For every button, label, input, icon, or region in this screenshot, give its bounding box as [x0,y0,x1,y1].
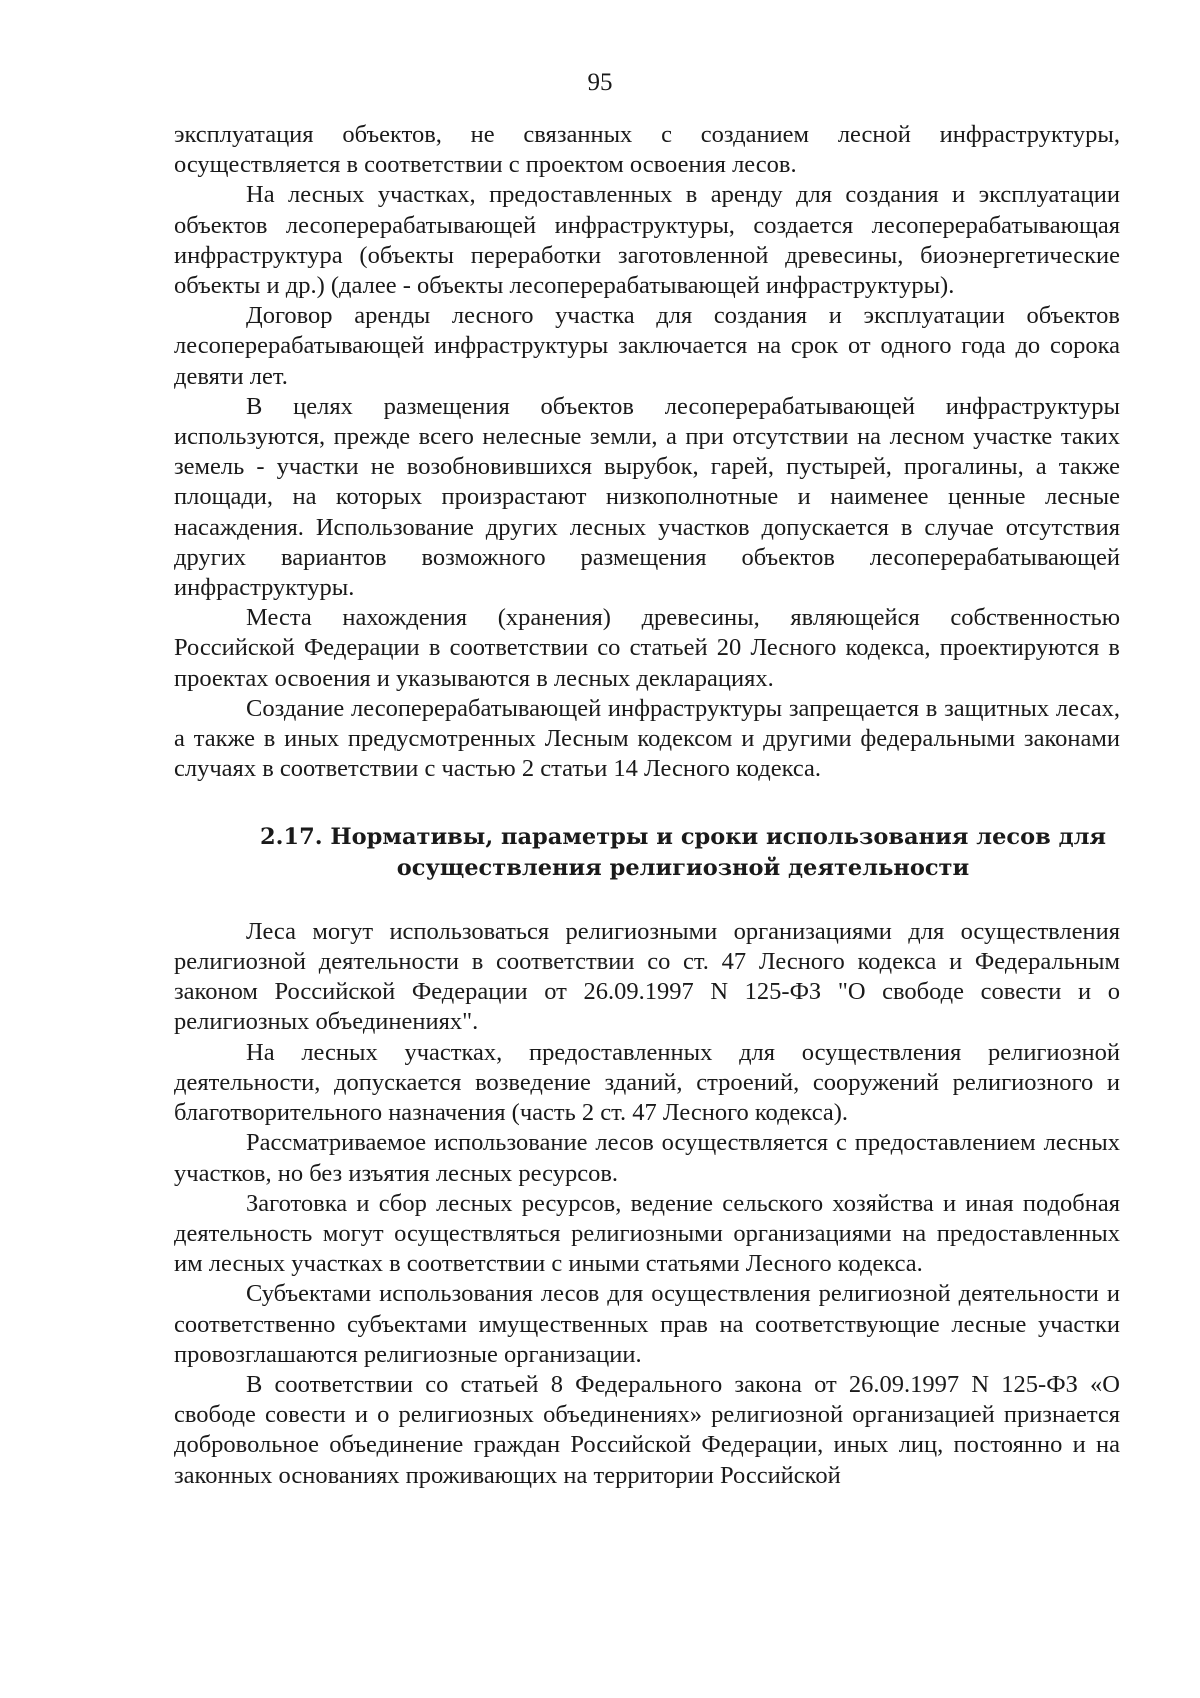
paragraph: Заготовка и сбор лесных ресурсов, ведение сельского хозяйства и иная подобная деятельность могут осуществляться религиозными организациями на предоставленных им лесных участках в соответствии с иными статьями Лесного кодекса. [174,1189,1120,1278]
paragraph: Леса могут использоваться религиозными организациями для осуществления религиозной деятельности в соответствии со ст. 47 Лесного кодекса и Федеральным законом Российской Федерации от 26.09.1997 N 125-ФЗ "О свободе совести и о религиозных объединениях". [174,917,1120,1036]
page-number: 95 [587,69,613,96]
paragraph: Рассматриваемое использование лесов осуществляется с предоставлением лесных участков, но без изъятия лесных ресурсов. [174,1129,1120,1187]
section-heading-line-1: 2.17. Нормативы, параметры и сроки использования лесов для [259,824,1107,851]
paragraph: В соответствии со статьей 8 Федерального закона от 26.09.1997 N 125-ФЗ «О свободе совести и о религиозных объединениях» религиозной организацией признается добровольное объединение граждан Российской Федерации, иных лиц, постоянно и на законных основаниях проживающих на территории Российской [174,1370,1120,1489]
paragraph: На лесных участках, предоставленных для осуществления религиозной деятельности, допускается возведение зданий, строений, сооружений религиозного и благотворительного назначения (часть 2 ст. 47 Лесного кодекса). [174,1038,1120,1127]
page-content [174,120,1120,1491]
section-heading-line-2: осуществления религиозной деятельности [396,854,970,881]
paragraph: Места нахождения (хранения) древесины, являющейся собственностью Российской Федерации в соответствии со статьей 20 Лесного кодекса, проектируются в проектах освоения и указываются в лесных декларациях. [174,604,1120,692]
section-heading [174,822,1120,882]
paragraph: Договор аренды лесного участка для создания и эксплуатации объектов лесоперерабатывающей инфраструктуры заключается на срок от одного года до сорока девяти лет. [174,302,1120,390]
paragraph: На лесных участках, предоставленных в аренду для создания и эксплуатации объектов лесоперерабатывающей инфраструктуры, создается лесоперерабатывающая инфраструктура (объекты переработки заготовленной древесины, биоэнергетические объекты и др.) (далее - объекты лесоперерабатывающей инфраструктуры). [174,181,1120,300]
paragraph: Создание лесоперерабатывающей инфраструктуры запрещается в защитных лесах, а также в иных предусмотренных Лесным кодексом и другими федеральными законами случаях в соответствии с частью 2 статьи 14 Лесного кодекса. [174,694,1120,783]
paragraph: Субъектами использования лесов для осуществления религиозной деятельности и соответственно субъектами имущественных прав на соответствующие лесные участки провозглашаются религиозные организации. [174,1280,1120,1368]
paragraph-continued: эксплуатация объектов, не связанных с созданием лесной инфраструктуры, осуществляется в соответствии с проектом освоения лесов. [174,121,1120,179]
paragraph: В целях размещения объектов лесоперерабатывающей инфраструктуры используются, прежде всего нелесные земли, а при отсутствии на лесном участке таких земель - участки не возобновившихся вырубок, гарей, пустырей, прогалины, а также площади, на которых произрастают низкополнотные и наименее ценные лесные насаждения. Использование других лесных участков допускается в случае отсутствия других вариантов возможного размещения объектов лесоперерабатывающей инфраструктуры. [174,392,1120,602]
